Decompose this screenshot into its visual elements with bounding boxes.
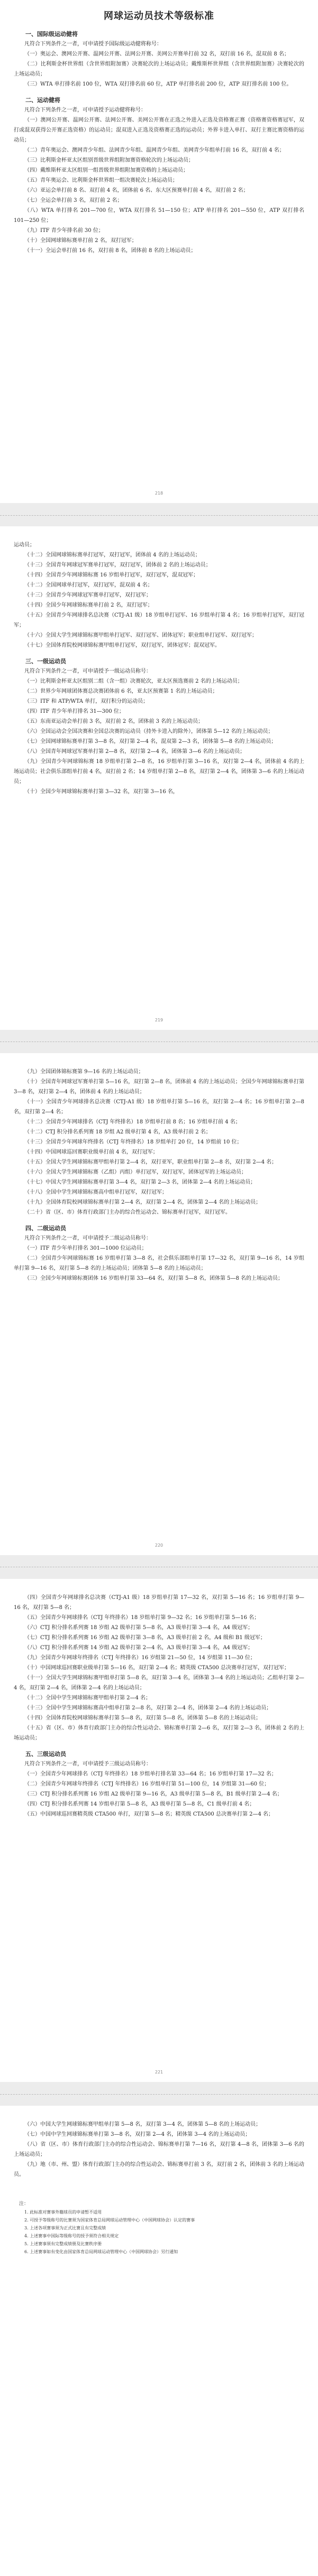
- body-paragraph: （九）ITF 青少年排名前 30 位；: [24, 228, 104, 234]
- body-paragraph: （三）全国少年网球锦标赛团体 16 岁组单打第 33—64 名，双打第 5—8 名，团体第 5—8 名的上场运动员；: [24, 1276, 284, 1281]
- page-number: 218: [155, 491, 163, 496]
- body-paragraph: （三）ITF 和 ATP/WTA 单打，双打积分的运动员；: [24, 699, 149, 704]
- body-paragraph: （一）全国青少年网球排名（CTJ 年终排名）18 岁组单打排名第 33—64 名；16 岁组单打第 17—32 名；: [24, 1771, 277, 1777]
- footnote-item: 4. 上述赛事中国际等级称号的授予须符合相关规定: [24, 2234, 119, 2238]
- body-paragraph: （十一）全运会单打前 16 名，双打前 8 名，团体前 8 名的上场运动员；: [24, 248, 196, 254]
- body-paragraph: （十四）全国少年网球锦标赛单打前 2 名，双打冠军；: [24, 602, 153, 608]
- body-paragraph: （七）中国中学生网球锦标赛单打第 3—8 名，双打第 2—4 名，团体第 3—4 名的上场运动员；: [24, 2132, 251, 2137]
- page-number: 219: [155, 1018, 163, 1022]
- body-paragraph: （十一）全国大学生网球锦标赛甲组单打第 5—8 名，双打第 3—4 名，团体第 3—4 名的上场运动员；乙组单打第 2—4 名，双打第 2—4 名，团体第 2—4 名的上场运动员；: [14, 1675, 304, 1691]
- section-heading: 二、运动健将: [25, 97, 60, 104]
- body-paragraph: （三）比利斯金杯亚太区组别晋级世界组附加赛资格轮次的上场运动员；: [24, 157, 194, 163]
- body-paragraph: （十）全国网球锦标赛单打前 2 名，双打冠军；: [24, 238, 137, 244]
- body-paragraph: 凡符合下列条件之一者，可申请授予国际级运动健将称号：: [24, 41, 162, 47]
- footnote-item: 5. 上述赛事须有完整成绩册及比赛秩序册: [24, 2242, 102, 2246]
- body-paragraph: （十七）全国体育院校网球锦标赛甲组单打冠军，双打冠军，团体冠军；混双冠军。: [24, 643, 220, 648]
- body-paragraph: （十七）中国大学生网球锦标赛单打第 3—4 名，双打第 2—3 名，团体第 2—4 名的上场运动员；: [24, 1179, 256, 1185]
- body-paragraph: （四）戴维斯杯亚太区组别一组晋级世界组附加赛资格的上场运动员；: [24, 168, 188, 173]
- body-paragraph: （十五）省（区、市）体育行政部门主办的综合性运动会、锦标赛单打第 2—6 名，双打第 2—3 名，团体前 2 名的上场运动员；: [14, 1725, 304, 1741]
- body-paragraph: （十六）全国大学生网球锦标赛（乙组）丙组）单打冠军，双打冠军，团体冠军的上场运动员；: [24, 1169, 247, 1175]
- body-paragraph: （八）WTA 单打排名 201—700 位，WTA 双打排名 51—150 位；ATP 单打排名 201—550 位，ATP 双打排名 101—250 位；: [14, 208, 304, 224]
- body-paragraph: （十二）CTJ 积分排名系列赛 18 岁组 A2 级单打第 4 名，A3 级单打前 2 名；: [24, 1129, 211, 1135]
- footnote-item: 2. 可授予等级称号的比赛须为国家体育总局网球运动管理中心（中国网球协会）认定的赛事: [24, 2218, 195, 2222]
- body-paragraph: （一）ITF 青少年单打排名 301—1000 位运动员；: [24, 1245, 147, 1251]
- body-paragraph: （十一）全国青少年网球排名总决赛（CTJ-A1 级）18 岁组单打第 5—16 名，双打第 2—4 名；16 岁组单打第 2—8 名，双打第 2—4 名；: [14, 1099, 304, 1115]
- body-paragraph: （二）青年奥运会、澳网青少年组、法网青少年组、温网青少年组、美网青少年组单打前 16 名，双打前 4 名；: [24, 147, 285, 153]
- body-paragraph: （一）澳网公开赛、温网公开赛、法网公开赛、美网公开赛在正选之外进入正选及资格赛正赛（资格赛资格赛冠军，双打或混双获得公开赛正选资格）的运动员；混双进入正选及资格赛正选的运动员；外界卡进入单打、双打主赛比赛资格的运动员；: [14, 117, 304, 143]
- section-heading: 五、三级运动员: [25, 1751, 66, 1757]
- body-paragraph: 凡符合下列条件之一者，可申请授予运动健将称号：: [24, 107, 146, 113]
- footnote-item: 3. 上述各项赛事须为正式比赛且有完整成绩: [24, 2226, 106, 2230]
- page-break: [0, 515, 318, 516]
- body-paragraph: （十）全国少年网球锦标赛单打第 3—32 名，双打第 3—16 名，: [24, 789, 178, 795]
- body-paragraph: （二）比利斯金杯世界组（含世界组附加赛）决赛轮次的上场运动员；戴维斯杯世界组（含世界组附加赛）决赛轮次的上场运动员；: [14, 61, 304, 77]
- body-paragraph: （十）全国青年网球冠军赛单打第 5—16 名，双打第 2—8 名，团体前 4 名的上场运动员；全国少年网球锦标赛单打第 3—8 名，双打第 2—4 名，团体前 4 名的上场运动员；: [14, 1079, 304, 1095]
- body-paragraph: （四）ITF 青少年单打排名 31—300 位；: [24, 709, 124, 714]
- body-paragraph: （九）地（市、州、盟）体育行政部门主办的综合性运动会、锦标赛单打前 3 名，双打前 2 名，团体前 3 名的上场运动员。: [14, 2162, 304, 2178]
- body-paragraph: （十三）全国中学生网球锦标赛高中组单打第 2—8 名，双打第 2—4 名，团体第 2—4 名的上场运动员；: [24, 1705, 272, 1711]
- body-paragraph: （五）全国青少年网球排名（CTJ 年终排名）18 岁组单打第 9—32 名；16 岁组单打第 5—16 名；: [24, 1615, 260, 1621]
- footnote-item: 1. 此标准对赛事外籍球员的申请暂不适用: [24, 2210, 102, 2215]
- body-paragraph: （八）全国青年网球冠军赛单打第 2—8 名，双打第 2—4 名，团体第 3—6 名的上场运动员；: [24, 749, 246, 755]
- body-paragraph: （二）全国青少年网球年终排名（CTJ 年终排名）16 岁组单打第 51—100 位，14 岁组第 31—60 位；: [24, 1781, 270, 1787]
- body-paragraph: （二）全国青少年网球锦标赛 16 岁组单打第 3—8 名，社会俱乐部组单打第 17—32 名，双打第 9—16 名，14 岁组单打第 9—16 名，双打第 5—8 名的上场运动员；团体第 5—8 名的上场运动员；: [14, 1256, 304, 1271]
- body-paragraph: 凡符合下列条件之一者，可申请授予二级运动员称号：: [24, 1235, 151, 1241]
- body-paragraph: （十三）全国青年网球冠军赛单打冠军，双打冠军，团体前 2 名的上场运动员；: [24, 562, 211, 568]
- body-paragraph: （二十）省（区、市）体育行政部门主办的综合性运动会、锦标赛单打冠军，双打冠军。: [24, 1210, 231, 1215]
- page-break: [0, 2094, 318, 2095]
- document-page-4: [0, 1579, 318, 2082]
- body-paragraph: （八）CTJ 积分排名系列赛 14 岁组 A2 级单打第 2—4 名，A3 级单打第 3—4 名，A4 级冠军；: [24, 1645, 253, 1651]
- document-page-5: [0, 2106, 318, 2576]
- body-paragraph: （十四）中国网球巡回赛职业级单打前 4 名，双打冠军；: [24, 1149, 158, 1155]
- body-paragraph: （十三）全国青少年网球冠军赛单打冠军，双打冠军；: [24, 592, 151, 598]
- body-paragraph: （三）WTA 单打排名前 100 位，WTA 双打排名前 60 位，ATP 单打排名前 200 位，ATP 双打排名前 100 位。: [24, 81, 292, 87]
- body-paragraph: （五）中国网球巡回赛精英级 CTA500 单打，双打第 5—8 名；精英级 CTA500 总决赛单打第 2—4 名；: [24, 1811, 274, 1817]
- footnotes-title: 注：: [19, 2201, 29, 2207]
- body-paragraph: 凡符合下列条件之一者，可申请授予三级运动员称号：: [24, 1761, 151, 1767]
- body-paragraph: （六）全国运动会全国决赛和全国总决赛的运动员（持外卡进入的除外），团体第 5—12 名的上场运动员；: [24, 729, 274, 734]
- footnote-item: 6. 上述赛事如有变化由国家体育总局网球运动管理中心（中国网球协会）另行通知: [24, 2249, 178, 2254]
- body-paragraph: （八）省（区、市）体育行政部门主办的综合性运动会、锦标赛单打第 7—16 名，双打第 4—8 名，团体第 3—6 名的上场运动员；: [14, 2142, 304, 2157]
- body-paragraph: （一）比利斯金杯亚太区组别二组（含一组）决赛轮次，亚太区预选赛前 2 名的上场运动员；: [24, 678, 243, 684]
- body-paragraph: （十九）全国体育院校网球锦标赛单打第 2—4 名，双打第 2—4 名，团体第 2—4 名的上场运动员；: [24, 1199, 261, 1205]
- body-paragraph: （九）全国团体锦标赛第 9—16 名的上场运动员；: [24, 1069, 144, 1075]
- body-paragraph: （十六）全国大学生网球锦标赛甲组单打冠军、双打冠军、团体冠军；职业组单打冠军、双打冠军；: [24, 633, 257, 638]
- body-paragraph: （五）东南亚运动会单打前 3 名，双打前 2 名，团体前 3 名的上场运动员；: [24, 719, 204, 724]
- body-paragraph: （十四）全国体育院校网球锦标赛单打第 5—8 名，双打第 5—8 名，团体第 5—8 名的上场运动员；: [24, 1715, 261, 1721]
- body-paragraph: （十四）全国青少年网球锦标赛 16 岁组单打冠军，双打冠军，混双冠军；: [24, 572, 199, 578]
- section-heading: 三、一级运动员: [25, 658, 66, 665]
- page-number: 220: [155, 1543, 163, 1548]
- body-paragraph: （四）全国青少年网球排名总决赛（CTJ-A1 级）18 岁组单打第 17—32 名，双打第 5—16 名；16 岁组单打第 9—16 名，双打第 5—8 名；: [14, 1595, 304, 1611]
- body-paragraph: （十三）全国青少年网球年终排名（CTJ 年终排名）18 岁组单打 20 位，14 岁组前 10 位；: [24, 1139, 242, 1145]
- body-paragraph: （十二）全国青少年网球排名（CTJ 年终排名）18 岁组单打前 8 名；16 岁组单打前 4 名；: [24, 1119, 241, 1125]
- body-paragraph: （九）全国青少年网球锦标赛 18 岁组单打第 2—8 名，16 岁组单打第 3—16 名，双打第 2—4 名，团体前 4 名的上场运动员；社会俱乐部组单打前 4 名，双打前 2 名；14 岁组单打第 2—8 名，双打第 2—4 名，团体第 3—6 名的上场运动员；: [14, 759, 304, 785]
- body-paragraph: 运动员；: [14, 542, 35, 548]
- body-paragraph: （五）青年奥运会、比利斯金杯世界组一组决赛轮次上场运动员；: [24, 178, 178, 183]
- body-paragraph: （十二）全国网球单打冠军，双打冠军，混双前 4 名；: [24, 582, 153, 588]
- body-paragraph: （二）世界少年网球团体赛总决赛团体前 6 名，亚太区预赛第 1 名的上场运动员；: [24, 689, 218, 694]
- body-paragraph: （一）奥运会、澳网公开赛、温网公开赛、法网公开赛、美网公开赛单打前 32 名，双打前 16 名，混双前 8 名；: [24, 51, 289, 57]
- body-paragraph: （六）CTJ 积分排名系列赛 18 岁组 A2 级单打第 5—8 名，A3 级单打第 3—4 名，A4 级冠军；: [24, 1625, 253, 1631]
- body-paragraph: （三）CTJ 积分排名系列赛 16 岁组 A2 级单打第 9—16 名，A3 级单打第 5—8 名，B1 级单打第 2—4 名；: [24, 1791, 283, 1797]
- body-paragraph: 凡符合下列条件之一者，可申请授予一级运动员称号：: [24, 668, 151, 674]
- footnotes: [14, 2200, 304, 2256]
- body-paragraph: （六）中国大学生网球锦标赛甲组单打第 5—8 名，双打第 3—4 名，团体第 5—8 名的上场运动员；: [24, 2122, 261, 2127]
- body-paragraph: （十二）全国中学生网球锦标赛甲组单打第 2—4 名；: [24, 1695, 151, 1701]
- body-paragraph: （十八）全国中学生网球锦标赛高中组单打冠军，双打冠军；: [24, 1189, 167, 1195]
- document-title: 网球运动员技术等级标准: [104, 11, 214, 22]
- body-paragraph: （七）CTJ 积分排名系列赛 16 岁组 A2 级单打第 3—8 名，A3 级单打前 2 名，A4 级和 B1 级冠军；: [24, 1635, 266, 1641]
- section-heading: 四、二级运动员: [25, 1225, 66, 1232]
- page-number: 221: [155, 2070, 163, 2075]
- body-paragraph: （十五）全国大学生网球锦标赛甲组单打第 2—4 名，双打亚军，职业组单打第 2—8 名，双打第 2—4 名；: [24, 1159, 277, 1165]
- page-break: [0, 1041, 318, 1042]
- body-paragraph: （四）CTJ 积分排名系列赛 14 岁组单打第 5—8 名，A3 级单打第 5—8 名，C1 级单打前 4 名；: [24, 1801, 255, 1807]
- body-paragraph: （九）全国青少年网球年终排名（CTJ 年终排名）16 岁组第 21—50 位，14 岁组第 11—30 位；: [24, 1655, 256, 1661]
- body-paragraph: （十五）全国青少年网球排名总决赛（CTJ-A1 级）18 岁组单打冠军、16 岁组单打第 4 名；16 岁组单打冠军，双打冠军；: [14, 612, 304, 628]
- body-paragraph: （七）全运会单打前 3 名，双打前 2 名；: [24, 198, 123, 203]
- section-heading: 一、国际级运动健将: [25, 31, 78, 38]
- document-page-2: [0, 526, 318, 1030]
- body-paragraph: （十二）全国网球锦标赛单打冠军，双打冠军，团体前 4 名的上场运动员；: [24, 552, 201, 558]
- document-page-3: [0, 1053, 318, 1555]
- body-paragraph: （七）全国网球锦标赛单打第 3—8 名，双打第 2—4 名，混双第 2—3 名，团体第 5—8 名的上场运动员；: [24, 739, 277, 745]
- document-page-1: [0, 0, 318, 503]
- body-paragraph: （十）中国网球巡回赛职业级单打第 5—16 名，双打第 2—4 名；精英级 CTA500 总决赛单打冠军，双打冠军；: [24, 1665, 289, 1671]
- body-paragraph: （六）亚运会单打前 8 名、双打前 4 名，团体前 6 名、东大区预赛单打前 4 名，双打前 2 名；: [24, 188, 249, 193]
